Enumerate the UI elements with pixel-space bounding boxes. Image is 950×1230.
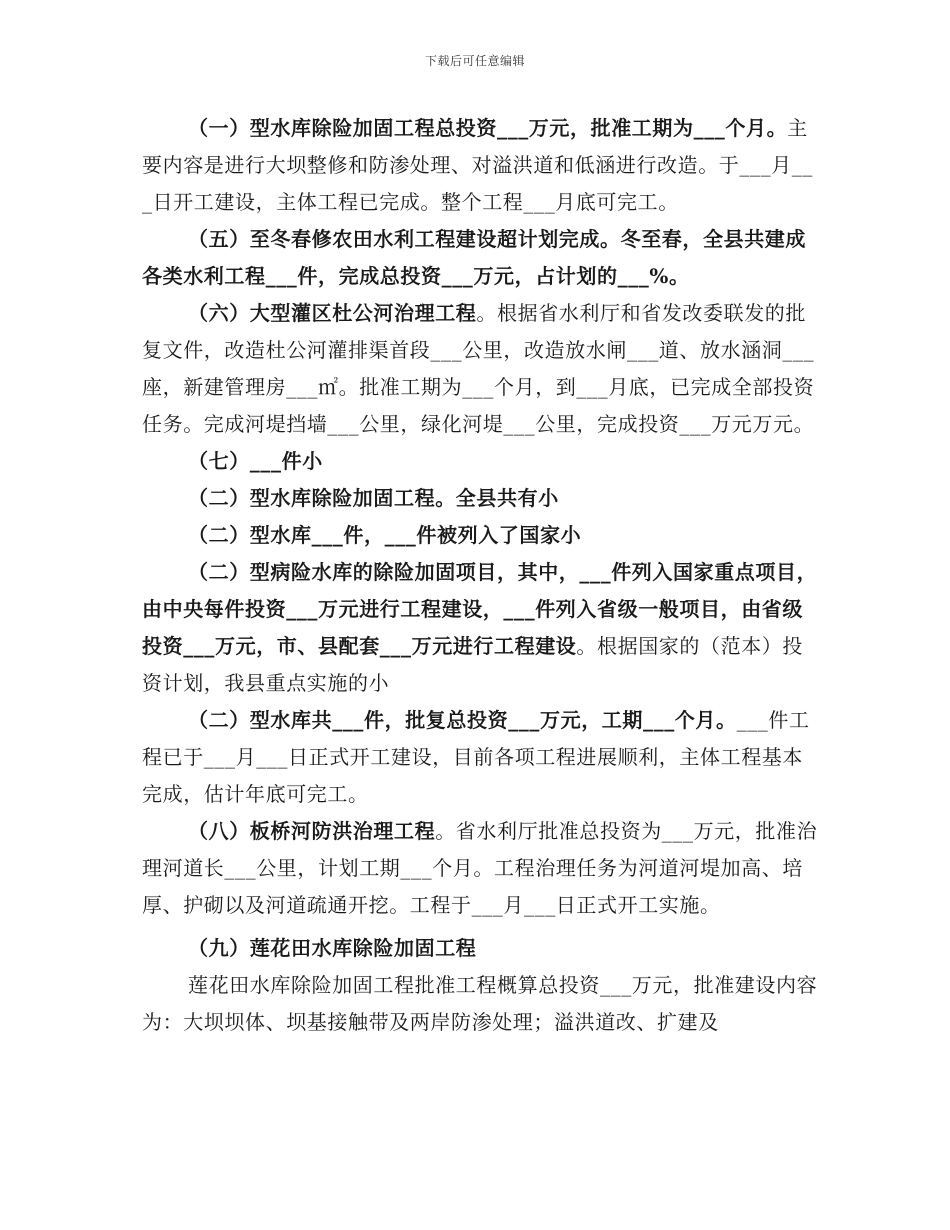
- paragraph-7-heading: （二）型病险水库的除险加固项目，其中，___件列入国家重点项目，由中央每件投资___万元进行工程建设，___件列入省级一般项目，由省级投资___万元，市、县配套___万元进行工程建设: [142, 560, 818, 658]
- paragraph-7-text: 。根据国家的（范本）投资计划，我县重点实施的小: [142, 634, 804, 695]
- paragraph-2: （五）至冬春修农田水利工程建设超计划完成。冬至春，全县共建成各类水利工程___件，完成总投资___万元，占计划的___%。: [142, 227, 806, 288]
- paragraph-7: [142, 554, 822, 702]
- page-header: 下载后可任意编辑: [424, 54, 525, 68]
- paragraph-11: 莲花田水库除险加固工程批准工程概算总投资___万元，批准建设内容为：大坝坝体、坝基接触带及两岸防渗处理；溢洪道改、扩建及: [142, 973, 818, 1034]
- paragraph-10: （九）莲花田水库除险加固工程: [188, 936, 477, 960]
- document-body: [142, 110, 822, 1041]
- paragraph-8: [142, 702, 822, 813]
- paragraph-8-text: ___件工程已于___月___日正式开工建设，目前各项工程进展顺利，主体工程基本完成，估计年底可完工。: [142, 708, 810, 806]
- paragraph-1-heading: （一）型水库除险加固工程总投资___万元，批准工期为___个月。: [188, 116, 788, 140]
- paragraph-4: （七）___件小: [188, 449, 323, 473]
- paragraph-9-heading: （八）板桥河防洪治理工程: [188, 819, 436, 843]
- paragraph-1-text: 主要内容是进行大坝整修和防渗处理、对溢洪道和低涵进行改造。于___月___日开工建设，主体工程已完成。整个工程___月底可完工。: [142, 116, 813, 214]
- paragraph-1: [142, 110, 822, 221]
- paragraph-3: [142, 295, 822, 443]
- paragraph-3-heading: （六）大型灌区杜公河治理工程: [188, 301, 477, 325]
- paragraph-3-text: 。根据省水利厅和省发改委联发的批复文件，改造杜公河灌排渠首段___公里，改造放水闸___道、放水涵洞___座，新建管理房___㎡。批准工期为___个月，到___月底，已完成全部投资任务。完成河堤挡墙___公里，绿化河堤___公里，完成投资___万元万元。: [142, 301, 815, 436]
- paragraph-9-text: 。省水利厅批准总投资为___万元，批准治理河道长___公里，计划工期___个月。工程治理任务为河道河堤加高、培厚、护砌以及河道疏通开挖。工程于___月___日正式开工实施。: [142, 819, 818, 917]
- paragraph-8-heading: （二）型水库共___件，批复总投资___万元，工期___个月。: [188, 708, 737, 732]
- paragraph-9: [142, 813, 822, 924]
- paragraph-6: （二）型水库___件，___件被列入了国家小: [188, 523, 582, 547]
- paragraph-5: （二）型水库除险加固工程。全县共有小: [188, 486, 559, 510]
